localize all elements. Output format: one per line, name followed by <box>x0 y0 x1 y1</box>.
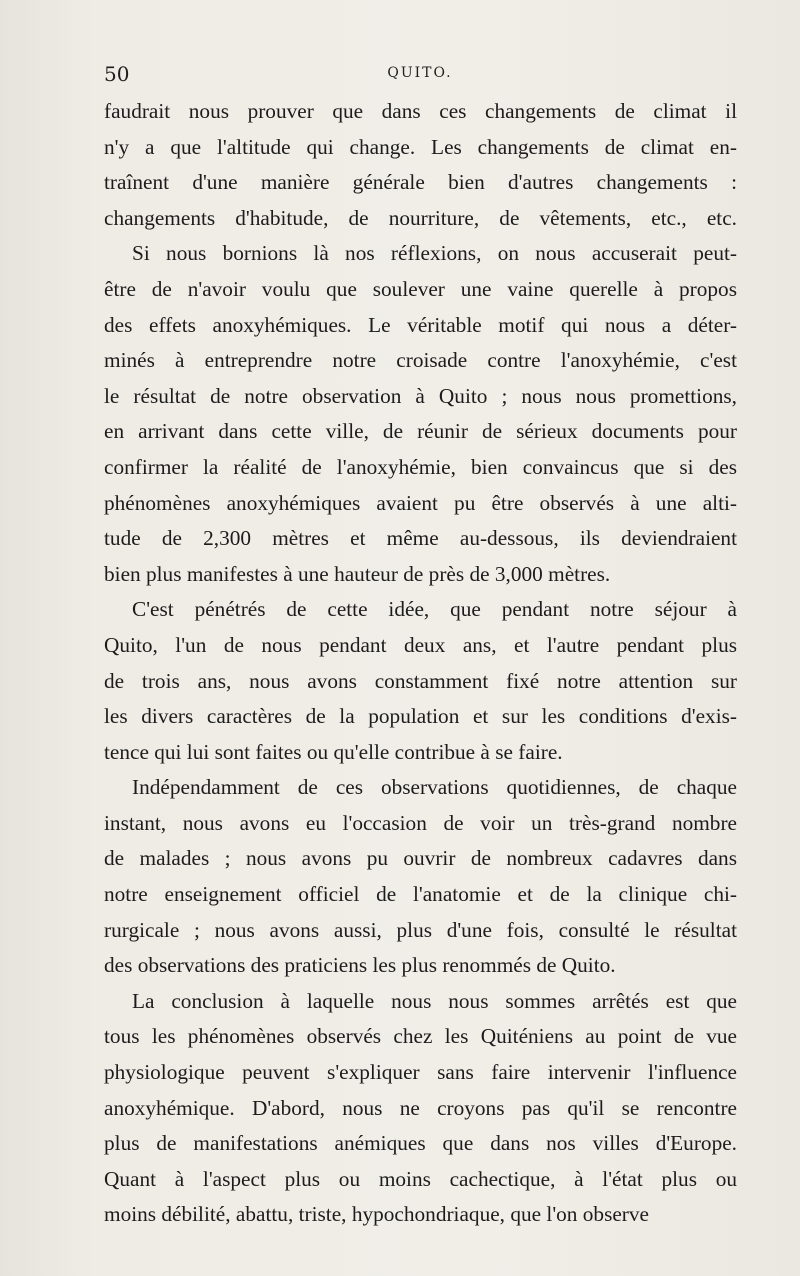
text-line: plus de manifestations anémiques que dans nos villes d'Europe. <box>104 1131 737 1156</box>
text-line: n'y a que l'altitude qui change. Les changements de climat en- <box>104 134 737 159</box>
text-line: rurgicale ; nous avons aussi, plus d'une fois, consulté le résultat <box>104 917 737 942</box>
text-line: de trois ans, nous avons constamment fixé notre attention sur <box>104 668 737 693</box>
text-line: notre enseignement officiel de l'anatomie et de la clinique chi- <box>104 882 737 907</box>
text-line: changements d'habitude, de nourriture, de vêtements, etc., etc. <box>104 205 737 230</box>
text-line: moins débilité, abattu, triste, hypochondriaque, que l'on observe <box>104 1202 650 1227</box>
text-line: bien plus manifestes à une hauteur de près de 3,000 mètres. <box>104 561 611 586</box>
text-line: tence qui lui sont faites ou qu'elle contribue à se faire. <box>104 739 563 764</box>
text-line: Indépendamment de ces observations quotidiennes, de chaque <box>132 775 737 800</box>
paragraph <box>104 984 737 1233</box>
text-line: faudrait nous prouver que dans ces changements de climat il <box>104 99 737 123</box>
paragraph <box>104 236 737 592</box>
text-line: tude de 2,300 mètres et même au-dessous, ils deviendraient <box>104 526 737 551</box>
text-line: instant, nous avons eu l'occasion de voir un très-grand nombre <box>104 810 737 835</box>
text-line: C'est pénétrés de cette idée, que pendant notre séjour à <box>132 597 737 622</box>
running-title: QUITO. <box>387 65 453 81</box>
text-line: minés à entreprendre notre croisade contre l'anoxyhémie, c'est <box>104 348 737 373</box>
paragraph <box>104 592 737 770</box>
paragraph <box>104 770 737 984</box>
body-text <box>104 94 737 1233</box>
text-line: confirmer la réalité de l'anoxyhémie, bien convaincus que si des <box>104 454 737 479</box>
page-number: 50 <box>104 62 130 86</box>
text-line: Quant à l'aspect plus ou moins cachectique, à l'état plus ou <box>104 1166 737 1191</box>
text-line: La conclusion à laquelle nous nous sommes arrêtés est que <box>132 988 737 1013</box>
text-line: phénomènes anoxyhémiques avaient pu être observés à une alti- <box>104 490 737 515</box>
text-line: traînent d'une manière générale bien d'autres changements : <box>104 170 737 195</box>
text-line: Si nous bornions là nos réflexions, on nous accuserait peut- <box>132 241 737 266</box>
text-line: être de n'avoir voulu que soulever une vaine querelle à propos <box>104 276 737 301</box>
text-line: des observations des praticiens les plus renommés de Quito. <box>104 953 616 978</box>
text-line: des effets anoxyhémiques. Le véritable motif qui nous a déter- <box>104 312 737 337</box>
text-line: Quito, l'un de nous pendant deux ans, et l'autre pendant plus <box>104 632 737 657</box>
text-line: les divers caractères de la population et sur les conditions d'exis- <box>104 704 737 729</box>
text-line: anoxyhémique. D'abord, nous ne croyons pas qu'il se rencontre <box>104 1095 737 1120</box>
page-header <box>104 62 736 86</box>
text-line: en arrivant dans cette ville, de réunir de sérieux documents pour <box>104 419 737 444</box>
text-line: physiologique peuvent s'expliquer sans faire intervenir l'influence <box>104 1060 737 1085</box>
paragraph <box>104 94 737 236</box>
text-line: le résultat de notre observation à Quito ; nous nous promettions, <box>104 383 737 408</box>
text-line: tous les phénomènes observés chez les Quiténiens au point de vue <box>104 1024 737 1049</box>
text-line: de malades ; nous avons pu ouvrir de nombreux cadavres dans <box>104 846 737 871</box>
